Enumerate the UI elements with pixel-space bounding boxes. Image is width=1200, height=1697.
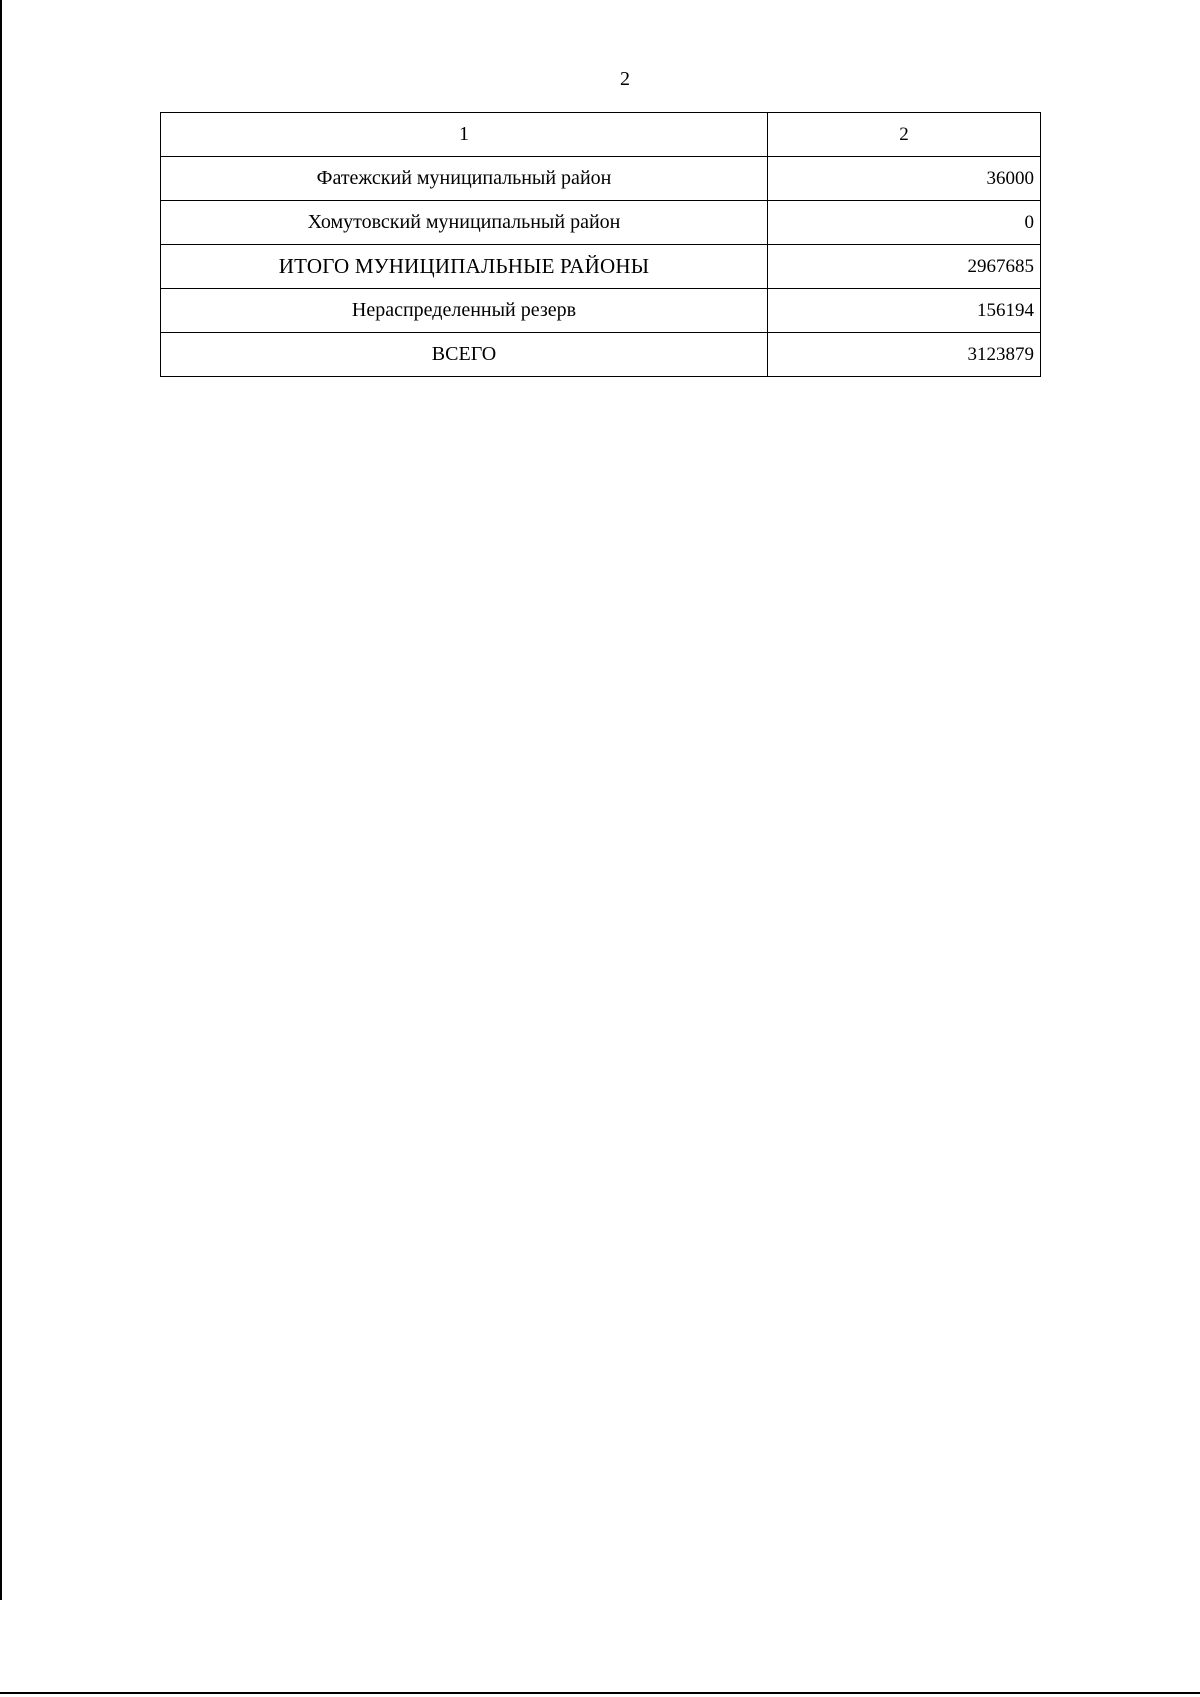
- row-value: 0: [768, 201, 1041, 245]
- table-row: [161, 289, 1041, 333]
- scan-edge-left: [0, 0, 2, 1600]
- row-value: 156194: [768, 289, 1041, 333]
- row-name: Хомутовский муниципальный район: [161, 201, 768, 245]
- scan-edge-bottom: [0, 1692, 1200, 1694]
- table-row: [161, 333, 1041, 377]
- row-value: 36000: [768, 157, 1041, 201]
- row-value: 2967685: [768, 245, 1041, 289]
- distribution-table: [160, 112, 1041, 377]
- row-value: 3123879: [768, 333, 1041, 377]
- row-name: ВСЕГО: [161, 333, 768, 377]
- table-row: [161, 245, 1041, 289]
- table-row: [161, 201, 1041, 245]
- row-name: Нераспределенный резерв: [161, 289, 768, 333]
- table-header-row: [161, 113, 1041, 157]
- page-number: 2: [620, 68, 630, 90]
- column-number-2: 2: [768, 113, 1041, 157]
- column-number-1: 1: [161, 113, 768, 157]
- row-name: ИТОГО МУНИЦИПАЛЬНЫЕ РАЙОНЫ: [161, 245, 768, 289]
- table-row: [161, 157, 1041, 201]
- row-name: Фатежский муниципальный район: [161, 157, 768, 201]
